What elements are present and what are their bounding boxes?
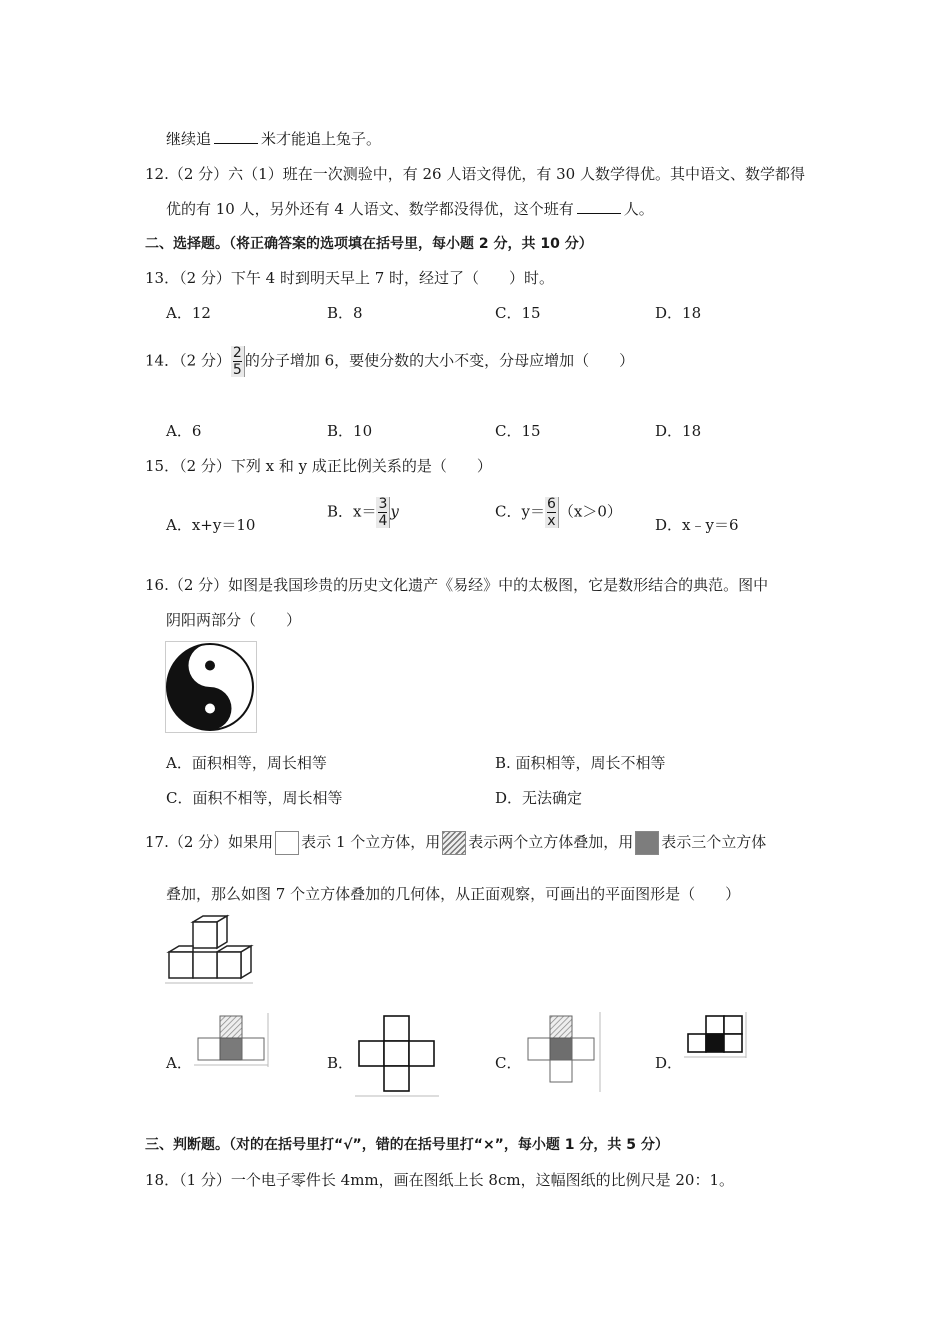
triple-cube-icon [635,831,659,855]
q11-tail [166,128,381,149]
q12-line2-suffix: 人。 [623,200,654,218]
single-cube-icon [275,831,299,855]
q12-line2-prefix: 优的有 10 人，另外还有 4 人语文、数学都没得优，这个班有 [166,200,574,218]
q11-prefix: 继续追 [166,130,212,148]
q14-number: 14．（2 分） [145,351,231,370]
q14-option-a: A．6 [166,422,202,440]
q17-option-b-label: B． [327,1054,354,1072]
q17-line1 [145,831,766,855]
taiji-icon [165,641,257,733]
q17-option-c-label: C． [495,1054,522,1072]
q17-part4: 表示三个立方体 [661,833,767,851]
q11-suffix: 米才能追上兔子。 [261,130,382,148]
q14-stem [145,346,634,377]
q16-line2: 阴阳两部分（ ） [166,611,302,629]
q16-line1: 16.（2 分）如图是我国珍贵的历史文化遗产《易经》中的太极图，它是数形结合的典范。图中 [145,576,769,594]
fraction-denominator: 4 [378,513,388,529]
q14-stem-suffix: 的分子增加 6，要使分数的大小不变，分母应增加（ ） [244,351,635,370]
q12-line1: 12.（2 分）六（1）班在一次测验中，有 26 人语文得优，有 30 人数学得优。其中语文、数学都得 [145,165,805,183]
q13-option-b: B．8 [327,304,363,322]
q15-c-fraction [545,497,559,528]
fraction-denominator: x [547,513,556,529]
q15-option-b [327,497,399,528]
section2-title: 二、选择题。（将正确答案的选项填在括号里，每小题 2 分，共 10 分） [145,236,593,252]
q15-stem: 15．（2 分）下列 x 和 y 成正比例关系的是（ ） [145,457,492,475]
q17-option-c-figure [522,1012,602,1092]
q13-stem: 13．（2 分）下午 4 时到明天早上 7 时，经过了（ ）时。 [145,269,555,287]
q17-part2: 表示 1 个立方体，用 [301,833,441,851]
q14-option-d: D．18 [655,422,702,440]
q17-part1: 17.（2 分）如果用 [145,833,274,851]
q14-option-c: C．15 [495,422,541,440]
q18-stem: 18．（1 分）一个电子零件长 4mm，画在图纸上长 8cm，这幅图纸的比例尺是 20：1。 [145,1171,734,1189]
q15-b-prefix: B．x＝ [327,502,377,521]
q15-option-a: A．x+y＝10 [166,516,256,534]
q15-option-c [495,497,622,528]
q13-option-a: A．12 [166,304,211,322]
q15-option-d: D．x﹣y＝6 [655,516,739,534]
q17-line2: 叠加，那么如图 7 个立方体叠加的几何体，从正面观察，可画出的平面图形是（ ） [166,885,741,903]
q14-option-b: B．10 [327,422,373,440]
q15-b-suffix: y [390,502,399,521]
q13-option-c: C．15 [495,304,541,322]
q16-option-b: B. 面积相等，周长不相等 [495,754,666,772]
q15-b-fraction [376,497,390,528]
q17-option-d-figure [684,1012,750,1060]
q16-option-c: C．面积不相等，周长相等 [166,789,343,807]
answer-blank[interactable] [214,131,258,144]
q13-option-d: D．18 [655,304,702,322]
cubes-figure-icon [165,912,255,984]
q16-option-d: D．无法确定 [495,789,583,807]
fraction-numerator: 2 [232,345,242,361]
q17-part3: 表示两个立方体叠加，用 [468,833,634,851]
q15-c-suffix: （x＞0） [558,502,622,521]
fraction-denominator: 5 [232,362,242,378]
q15-c-prefix: C．y＝ [495,502,545,521]
double-cube-icon [442,831,466,855]
q12-line2 [166,198,654,219]
fraction-numerator: 3 [378,496,388,512]
q17-option-b-figure [355,1012,441,1098]
section3-title: 三、判断题。（对的在括号里打“√”，错的在括号里打“×”，每小题 1 分，共 5 分） [145,1137,669,1153]
q17-option-d-label: D． [655,1054,683,1072]
answer-blank[interactable] [577,201,621,214]
q17-option-a-figure [194,1013,270,1067]
q17-option-a-label: A． [166,1054,192,1072]
fraction-numerator: 6 [546,496,556,512]
q16-option-a: A．面积相等，周长相等 [166,754,327,772]
q14-fraction [231,346,245,377]
